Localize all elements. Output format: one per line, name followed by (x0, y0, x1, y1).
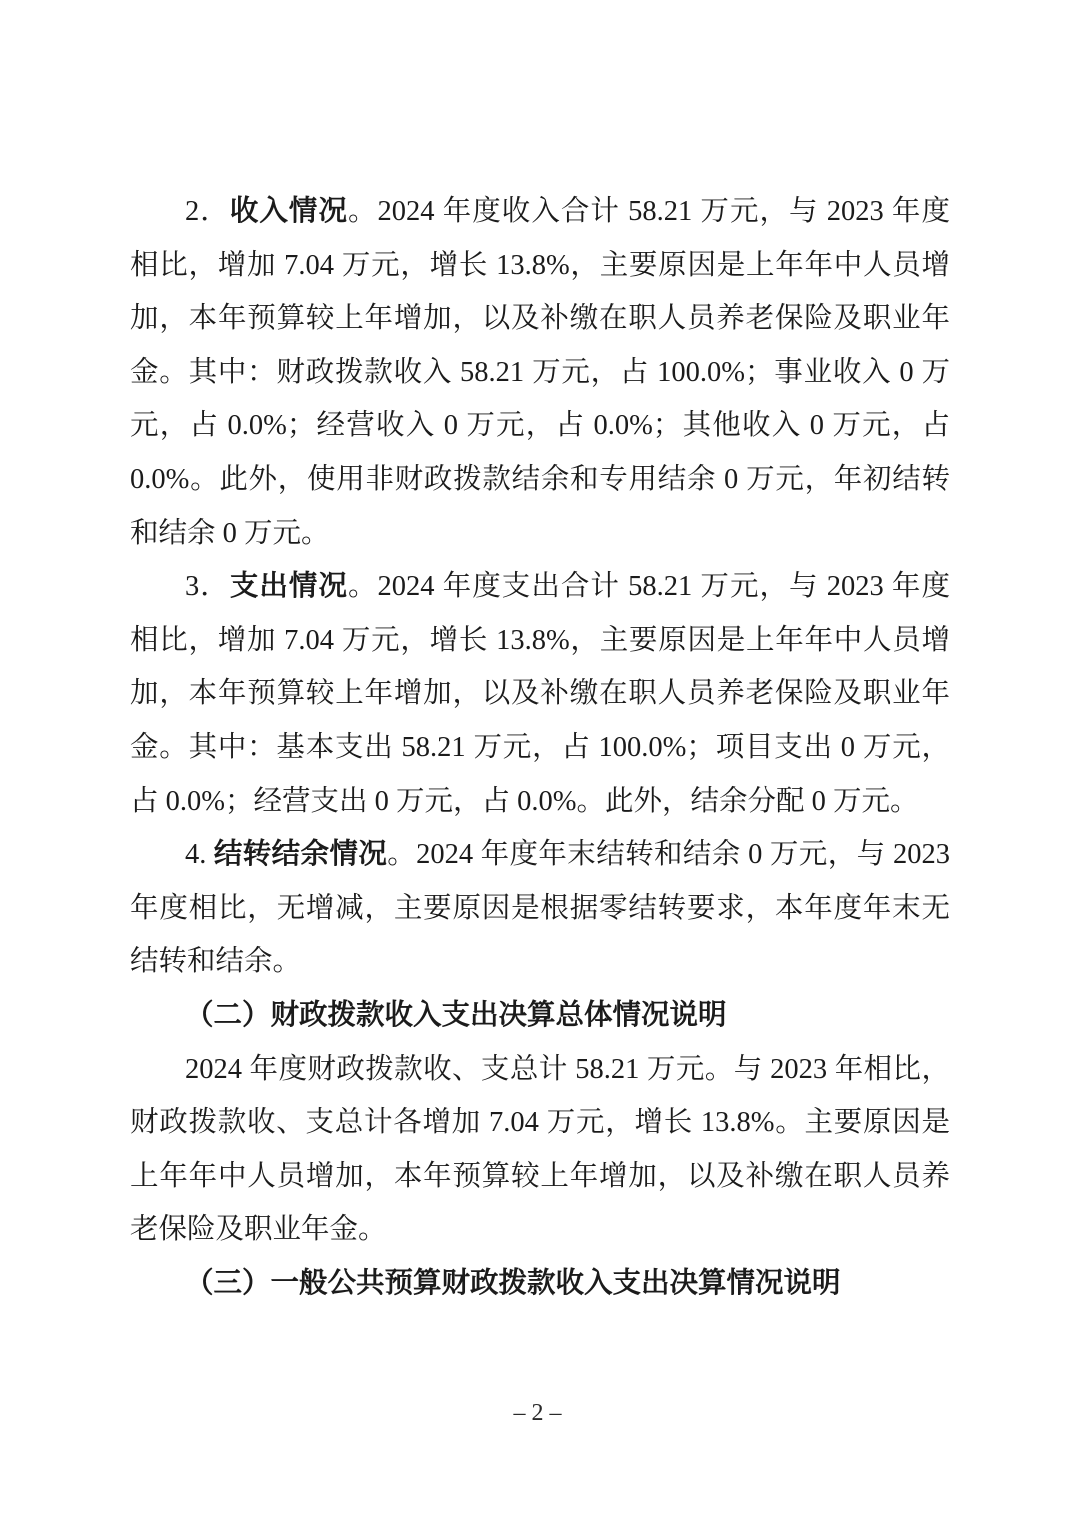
text-line (130, 239, 950, 293)
bold-run-in-heading: （二）财政拨款收入支出决算总体情况说明 (185, 999, 727, 1031)
text-line (130, 989, 950, 1043)
bold-run-in-heading: 收入情况 (229, 196, 349, 227)
bold-run-in-heading: （三）一般公共预算财政拨款收入支出决算情况说明 (185, 1267, 841, 1299)
text-line (130, 185, 950, 239)
body-text: 和结余 0 万元。 (130, 517, 330, 549)
body-text: 相比，增加 7.04 万元，增长 13.8%，主要原因是上年年中人员增 (130, 624, 950, 656)
para-fiscal-appropriation-detail (130, 1043, 950, 1257)
text-line (130, 935, 950, 989)
body-text: 。2024 年度支出合计 58.21 万元，与 2023 年度 (348, 571, 950, 603)
page-number: – 2 – (513, 1400, 562, 1426)
body-text: 财政拨款收、支总计各增加 7.04 万元，增长 13.8%。主要原因是 (130, 1107, 950, 1139)
text-line (130, 1096, 950, 1150)
body-text: 。2024 年度收入合计 58.21 万元，与 2023 年度 (348, 196, 950, 227)
text-line (130, 828, 950, 882)
text-line (130, 614, 950, 668)
body-text: 2． (185, 196, 230, 227)
body-text: 3． (185, 571, 230, 603)
body-text: 加，本年预算较上年增加，以及补缴在职人员养老保险及职业年 (130, 303, 950, 335)
body-text: 加，本年预算较上年增加，以及补缴在职人员养老保险及职业年 (130, 678, 950, 710)
para-4-carryover (130, 828, 950, 989)
text-line (130, 507, 950, 561)
bold-run-in-heading: 结转结余情况 (213, 839, 388, 871)
body-text: 老保险及职业年金。 (130, 1214, 387, 1246)
text-line (130, 1257, 950, 1311)
body-text: 结转和结余。 (130, 946, 302, 978)
body-text: 0.0%。此外，使用非财政拨款结余和专用结余 0 万元，年初结转 (130, 463, 950, 495)
heading-section-2-fiscal-appropriation-overview (130, 989, 950, 1043)
body-text: 2024 年度财政拨款收、支总计 58.21 万元。与 2023 年相比， (185, 1053, 950, 1085)
body-text: 上年年中人员增加，本年预算较上年增加，以及补缴在职人员养 (130, 1160, 950, 1192)
text-line (130, 1150, 950, 1204)
para-3-expenditure (130, 560, 950, 828)
text-line (130, 560, 950, 614)
body-text: 4. (185, 839, 214, 871)
body-text: 占 0.0%；经营支出 0 万元，占 0.0%。此外，结余分配 0 万元。 (130, 785, 919, 817)
text-line (130, 721, 950, 775)
text-line (130, 292, 950, 346)
bold-run-in-heading: 支出情况 (229, 571, 349, 603)
body-text: 年度相比，无增减，主要原因是根据零结转要求，本年度年末无 (130, 892, 950, 924)
text-line (130, 667, 950, 721)
body-text: 金。其中：基本支出 58.21 万元，占 100.0%；项目支出 0 万元， (130, 731, 950, 763)
text-line (130, 1043, 950, 1097)
text-line (130, 346, 950, 400)
para-2-income (130, 185, 950, 560)
body-text: 。2024 年度年末结转和结余 0 万元，与 2023 (387, 839, 950, 871)
heading-section-3-general-public-budget (130, 1257, 950, 1311)
text-line (130, 399, 950, 453)
body-text: 元，占 0.0%；经营收入 0 万元，占 0.0%；其他收入 0 万元，占 (130, 410, 950, 442)
document-body (130, 185, 950, 1310)
text-line (130, 882, 950, 936)
text-line (130, 1203, 950, 1257)
text-line (130, 453, 950, 507)
body-text: 相比，增加 7.04 万元，增长 13.8%，主要原因是上年年中人员增 (130, 249, 950, 281)
body-text: 金。其中：财政拨款收入 58.21 万元，占 100.0%；事业收入 0 万 (130, 356, 950, 388)
text-line (130, 775, 950, 829)
